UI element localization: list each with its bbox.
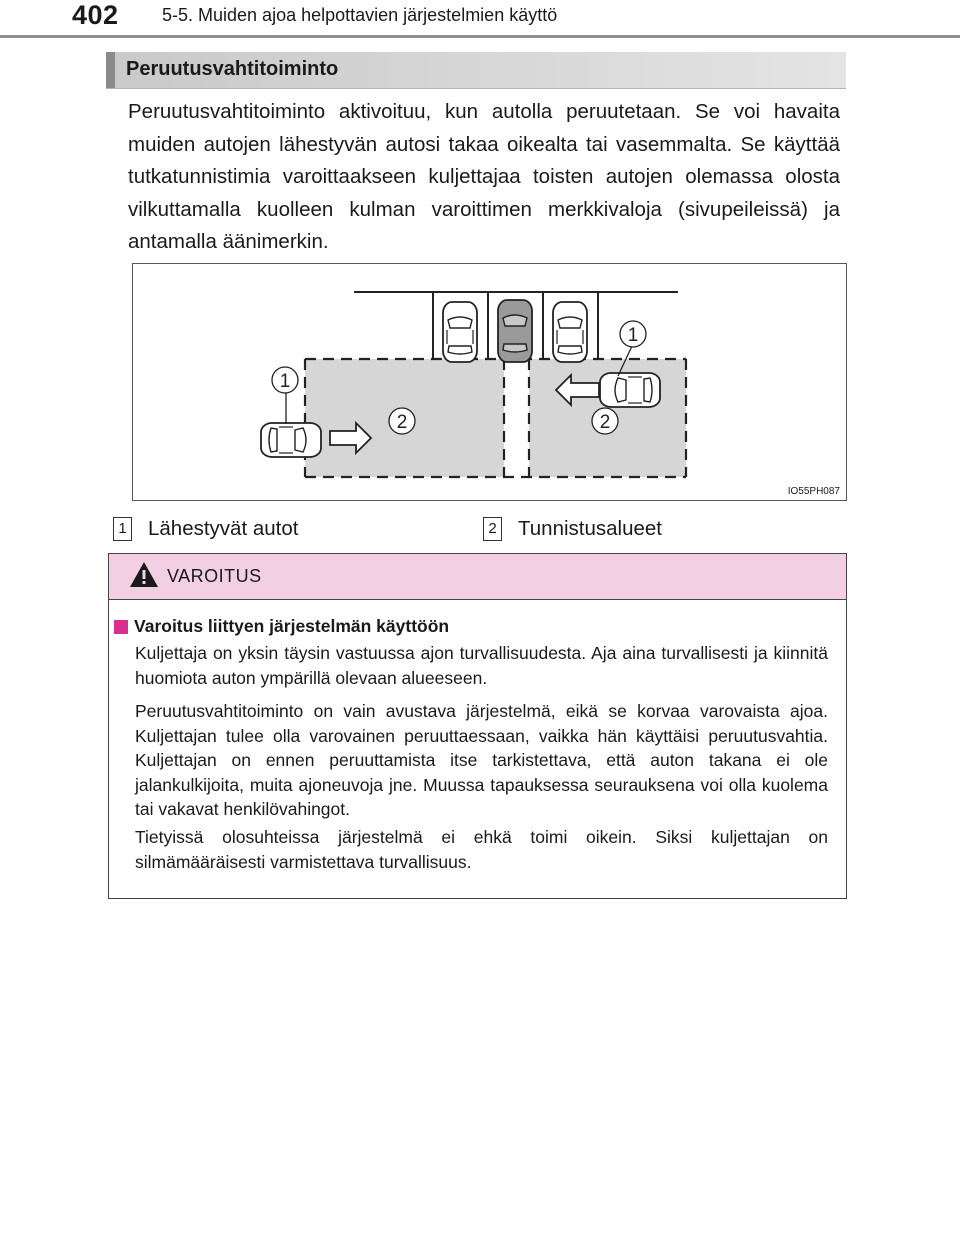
warning-paragraph-3: Tietyissä olosuhteissa järjestelmä ei ehkä toimi oikein. Siksi kuljettajan on silmämääräisesti varmistettava turvallisuus. <box>135 827 828 872</box>
chapter-title: 5-5. Muiden ajoa helpottavien järjestelmien käyttö <box>162 5 558 25</box>
legend-label: Lähestyvät autot <box>148 517 299 540</box>
legend-number: 2 <box>483 517 502 541</box>
page-header <box>0 0 960 40</box>
parking-illustration <box>133 264 846 500</box>
parked-car-left <box>443 302 477 362</box>
callout-2-left-text: 2 <box>396 412 408 433</box>
section-title-accent <box>106 52 115 88</box>
header-rule <box>0 35 960 38</box>
parking-diagram <box>132 263 847 501</box>
warning-label: VAROITUS <box>167 566 262 586</box>
legend-item-approaching-cars <box>113 517 298 541</box>
approaching-car-right <box>600 373 660 407</box>
bullet-square-icon <box>114 620 128 634</box>
reversing-car <box>498 300 532 362</box>
callout-1-right-text: 1 <box>627 325 639 346</box>
callout-1-left-text: 1 <box>279 371 291 392</box>
warning-header <box>109 554 846 600</box>
legend-item-detection-zones <box>483 517 662 541</box>
callout-2-right-text: 2 <box>599 412 611 433</box>
legend-number: 1 <box>113 517 132 541</box>
parked-car-right <box>553 302 587 362</box>
warning-paragraph-1: Kuljettaja on yksin täysin vastuussa ajon turvallisuudesta. Aja aina turvallisesti ja kiinnitä huomiota auton ympärillä olevaan alueeseen. <box>135 643 828 688</box>
warning-subheading-text: Varoitus liittyen järjestelmän käyttöön <box>134 616 450 636</box>
intro-paragraph: Peruutusvahtitoiminto aktivoituu, kun autolla peruutetaan. Se voi havaita muiden autojen lähestyvän autosi takaa oikealta tai vasemmalta. Se käyttää tutkatunnistimia varoittaakseen kuljettajaa toisten autojen olemassa olosta vilkuttamalla kuolleen kulman varoittimen merkkivaloja (sivupeileissä) ja antamalla äänimerkin. <box>128 100 840 253</box>
section-title-bar <box>106 52 846 89</box>
page-number: 402 <box>72 0 119 30</box>
legend-label: Tunnistusalueet <box>518 517 662 540</box>
warning-paragraph-2: Peruutusvahtitoiminto on vain avustava järjestelmä, eikä se korvaa varovaista ajoa. Kuljettajan tulee olla varovainen peruuttaessaan, vaikka hän käyttäisi peruutusvahtia. Kuljettajan on ennen peruuttamista itse tarkistettava, että auton takana ei ole jalankulkijoita, muita ajoneuvoja jne. Muussa tapauksessa seurauksena voi olla kuolema tai vakavat henkilövahingot. <box>135 701 828 819</box>
warning-triangle-icon <box>129 561 159 588</box>
approaching-car-left <box>261 423 321 457</box>
figure-code: IO55PH087 <box>787 486 840 497</box>
warning-subheading <box>114 616 449 637</box>
section-title: Peruutusvahtitoiminto <box>126 58 339 80</box>
warning-box <box>108 553 847 899</box>
